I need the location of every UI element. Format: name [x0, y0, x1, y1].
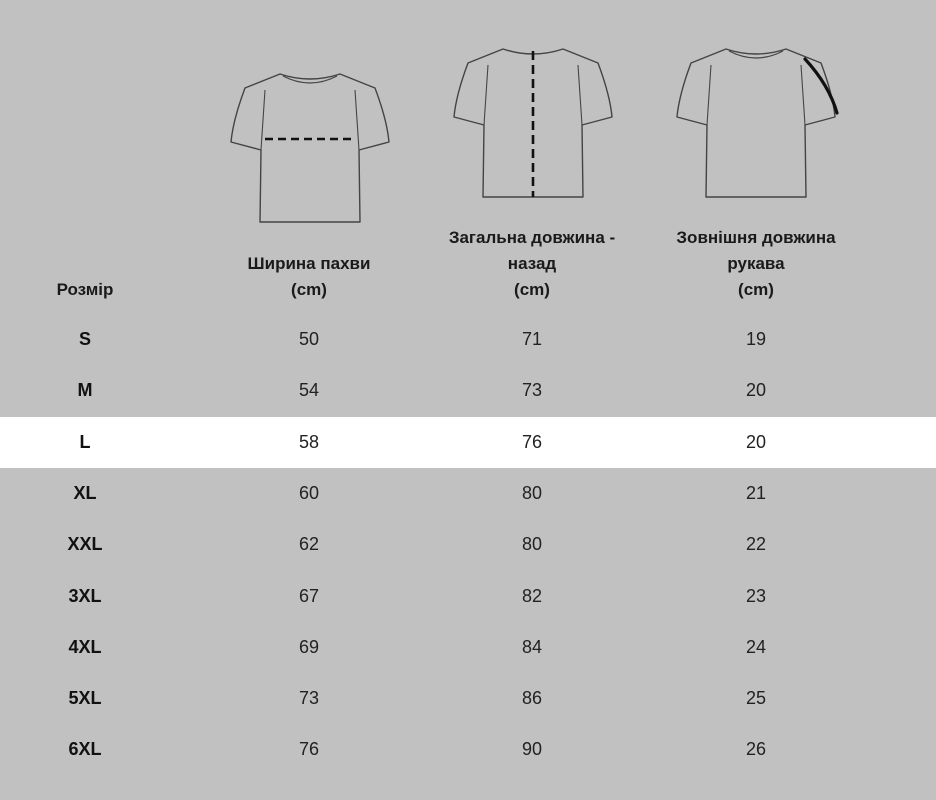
- table-row: [0, 468, 936, 519]
- back-length-cell: 82: [521, 585, 543, 606]
- table-row: [0, 417, 936, 468]
- armpit-width-cell: 60: [298, 482, 320, 503]
- back-length-cell: 71: [521, 329, 543, 349]
- sleeve-length-cell: 24: [745, 636, 767, 657]
- armpit-width-cell: 69: [298, 636, 320, 657]
- table-row: [0, 724, 936, 775]
- header-armpit-width: Ширина пахви (cm): [247, 254, 371, 299]
- size-cell: L: [79, 431, 91, 452]
- sleeve-length-cell: 25: [745, 688, 767, 709]
- table-row: [0, 365, 936, 416]
- size-cell: 4XL: [68, 636, 102, 657]
- size-cell: M: [77, 380, 93, 401]
- back-length-cell: 90: [521, 739, 543, 760]
- back-length-cell: 84: [521, 636, 543, 657]
- armpit-width-cell: 67: [298, 585, 320, 606]
- sleeve-length-cell: 20: [745, 380, 767, 401]
- armpit-width-cell: 58: [298, 431, 320, 452]
- back-length-cell: 86: [521, 688, 543, 709]
- size-cell: S: [78, 329, 91, 349]
- sleeve-length-cell: 19: [745, 329, 767, 349]
- size-cell: 5XL: [68, 688, 102, 709]
- back-length-cell: 73: [521, 380, 543, 401]
- armpit-width-cell: 50: [298, 329, 320, 349]
- back-length-cell: 76: [521, 431, 543, 452]
- armpit-width-cell: 62: [298, 534, 320, 555]
- size-cell: XL: [73, 482, 97, 503]
- sleeve-length-cell: 22: [745, 534, 767, 555]
- tshirt-sleeve-length-icon: [671, 45, 841, 205]
- tshirt-armpit-width-icon: [225, 70, 395, 230]
- armpit-width-cell: 73: [298, 688, 320, 709]
- table-row: [0, 622, 936, 673]
- size-cell: 3XL: [68, 585, 102, 606]
- size-cell: XXL: [67, 534, 103, 555]
- header-size: Розмір: [56, 280, 114, 299]
- sleeve-length-cell: 23: [745, 585, 767, 606]
- table-row: [0, 314, 936, 365]
- sleeve-length-cell: 21: [745, 482, 767, 503]
- table-row: [0, 519, 936, 570]
- sleeve-length-cell: 20: [745, 431, 767, 452]
- sleeve-length-cell: 26: [745, 739, 767, 760]
- header-sleeve-length: Зовнішня довжина рукава (cm): [676, 228, 836, 299]
- back-length-cell: 80: [521, 482, 543, 503]
- tshirt-back-length-icon: [448, 45, 618, 205]
- header-back-length: Загальна довжина - назад (cm): [448, 228, 616, 299]
- back-length-cell: 80: [521, 534, 543, 555]
- armpit-width-cell: 76: [298, 739, 320, 760]
- armpit-width-cell: 54: [298, 380, 320, 401]
- table-row: [0, 571, 936, 622]
- table-row: [0, 673, 936, 724]
- size-cell: 6XL: [68, 739, 102, 760]
